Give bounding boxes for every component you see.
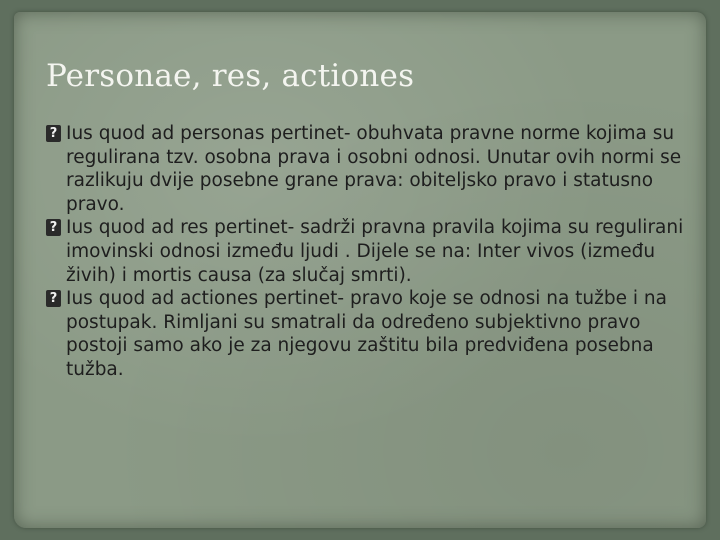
bullet-item-personas: [46, 122, 696, 216]
bullet-item-res: [46, 216, 696, 287]
bullet-list: [46, 122, 696, 382]
slide-title: Personae, res, actiones: [46, 58, 415, 94]
bullet-marker-icon: ?: [46, 219, 61, 236]
bullet-item-actiones: [46, 287, 696, 381]
bullet-text: Ius quod ad actiones pertinet- pravo koje se odnosi na tužbe i na postupak. Rimljani su smatrali da određeno subjektivno pravo postoji samo ako je za njegovu zaštitu bila predviđena posebna tužba.: [66, 288, 667, 380]
bullet-text: Ius quod ad res pertinet- sadrži pravna pravila kojima su regulirani imovinski odnosi između ljudi . Dijele se na: Inter vivos (između živih) i mortis causa (za slučaj smrti).: [66, 217, 684, 286]
bullet-marker-icon: ?: [46, 290, 61, 307]
bullet-marker-icon: ?: [46, 125, 61, 142]
bullet-text: Ius quod ad personas pertinet- obuhvata pravne norme kojima su regulirana tzv. osobna prava i osobni odnosi. Unutar ovih normi se razlikuju dvije posebne grane prava: obiteljsko pravo i statusno pravo.: [66, 123, 682, 215]
